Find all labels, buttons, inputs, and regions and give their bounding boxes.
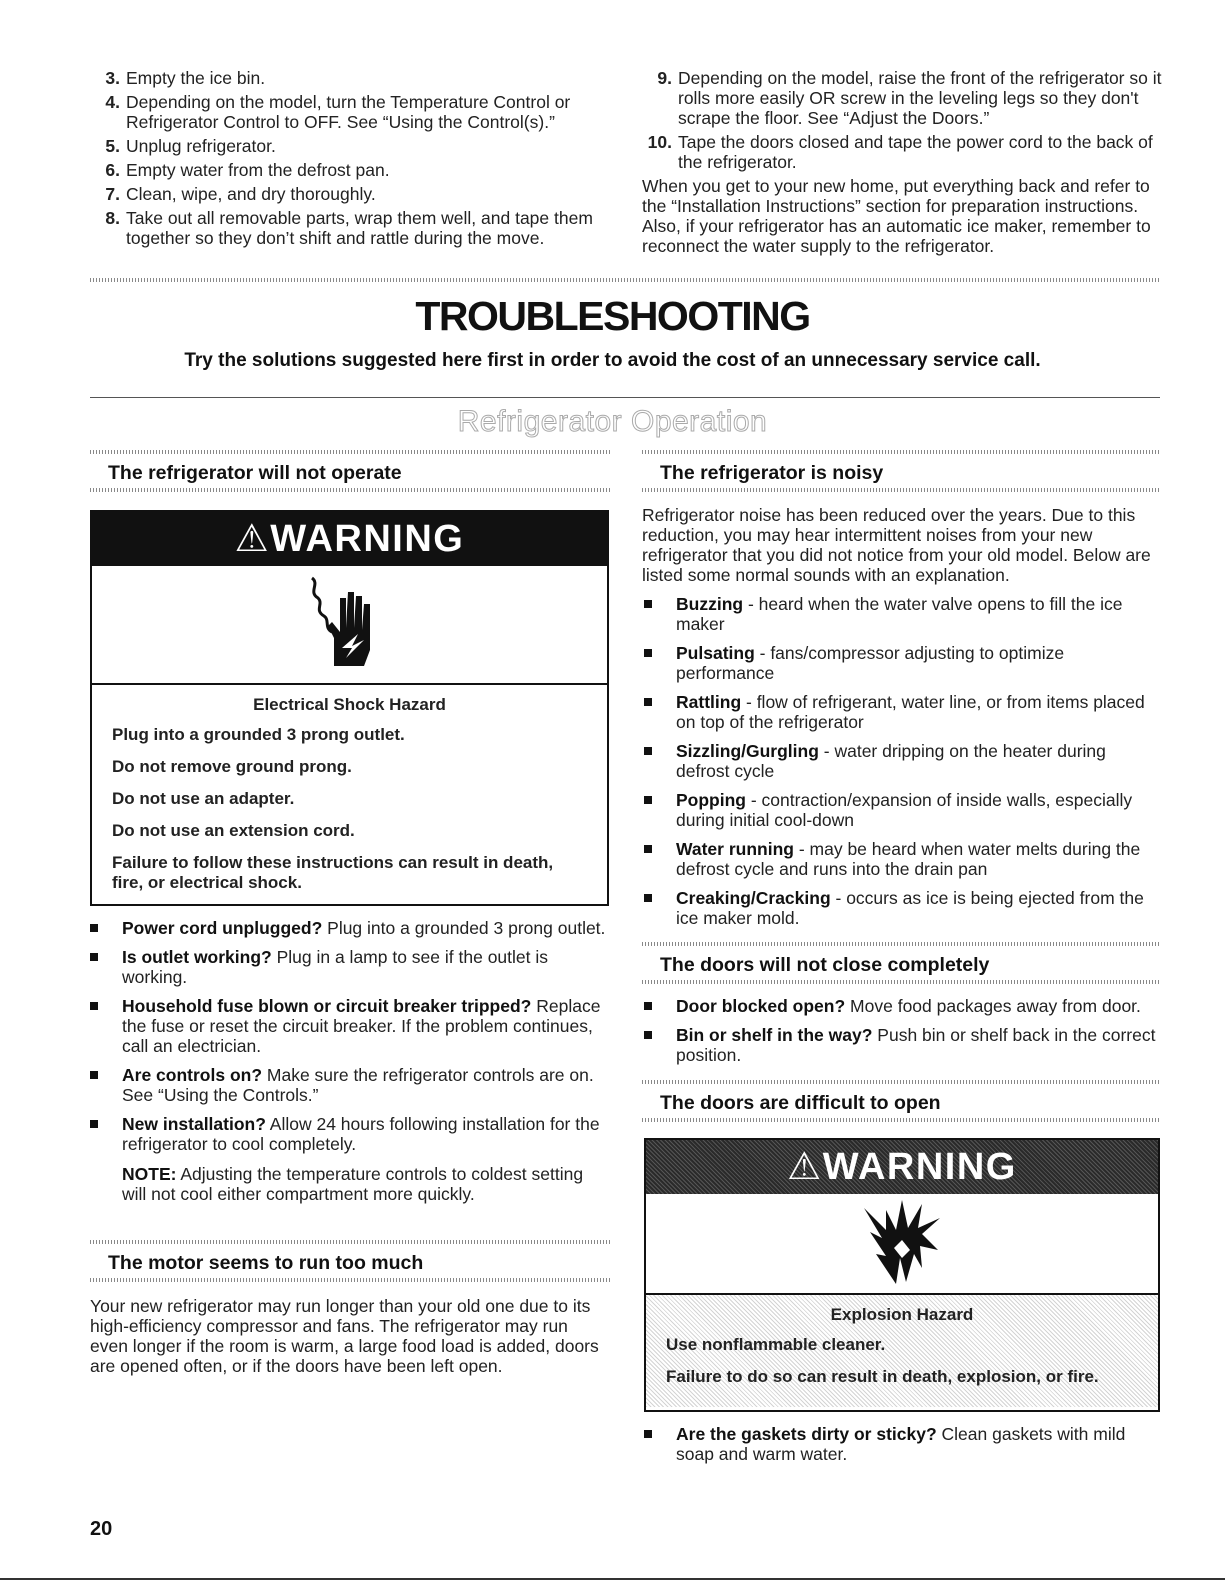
list-item: Popping - contraction/expansion of inside walls, especially during initial cool-down [642,790,1157,830]
electrical-shock-icon [306,574,386,674]
shock-hazard-icon-area [92,566,607,685]
doors-close-list [642,996,1160,1074]
hazard-title: Explosion Hazard [830,1305,974,1324]
divider [90,488,610,492]
prep-step: 4. Depending on the model, turn the Temperature Control or Refrigerator Control to OFF. See “Using the Control(s).” [105,92,571,132]
prep-step: 9. Depending on the model, raise the front of the refrigerator so it rolls more easily OR screw in the leveling legs so they don't scrape the floor. See “Adjust the Doors.” [657,68,1162,128]
heading-doors-close: The doors will not close completely [660,954,990,976]
heading-noisy: The refrigerator is noisy [660,462,884,484]
heading-motor: The motor seems to run too much [108,1252,424,1274]
page-number: 20 [90,1518,113,1540]
warning-line: Failure to follow these instructions can result in death, fire, or electrical shock. [112,853,554,892]
divider [642,1080,1160,1084]
divider [90,397,1160,398]
warning-header: ⚠WARNING [646,1140,1158,1194]
prep-step: 8. Take out all removable parts, wrap them well, and tape them together so they don’t shift and rattle during the move. [105,208,593,248]
motor-paragraph: Your new refrigerator may run longer than your old one due to its high-efficiency compressor and fans. The refrigerator may run even longer if the room is warm, a large food load is added, doors are opened often, or if the doors have been left open. [90,1296,599,1376]
warning-box-electrical [90,510,609,906]
warning-line: Do not use an extension cord. [112,821,355,840]
heading-will-not-operate: The refrigerator will not operate [108,462,402,484]
warning-line: Plug into a grounded 3 prong outlet. [112,725,405,744]
list-item: Household fuse blown or circuit breaker tripped? Replace the fuse or reset the circuit breaker. If the problem continues, call an electrician. [88,996,608,1056]
divider [90,450,610,454]
prep-steps-left [90,68,610,252]
list-item: New installation? Allow 24 hours following installation for the refrigerator to cool completely. NOTE: Adjusting the temperature controls to coldest setting will not cool either compartment more quickly. [88,1114,608,1204]
noisy-section [642,505,1157,937]
divider [90,1240,610,1244]
prep-step: 10. Tape the doors closed and tape the power cord to the back of the refrigerator. [647,132,1153,172]
prep-step: 6. Empty water from the defrost pan. [105,160,390,180]
divider [642,1118,1160,1122]
warning-text [646,1295,1158,1407]
list-item: Rattling - flow of refrigerant, water line, or from items placed on top of the refrigerator [642,692,1157,732]
noisy-intro: Refrigerator noise has been reduced over the years. Due to this reduction, you may hear intermittent noises from your new refrigerator that you did not notice from your old model. Below are listed some normal sounds with an explanation. [642,505,1151,585]
prep-steps-right [642,68,1162,256]
prep-step: 7. Clean, wipe, and dry thoroughly. [105,184,376,204]
divider [90,278,1160,282]
list-item: Are the gaskets dirty or sticky? Clean gaskets with mild soap and warm water. [642,1424,1160,1464]
heading-doors-open: The doors are difficult to open [660,1092,941,1114]
list-item: Power cord unplugged? Plug into a grounded 3 prong outlet. [88,918,608,938]
divider [0,1578,1225,1580]
hazard-title: Electrical Shock Hazard [253,695,446,714]
warning-box-explosion [644,1138,1160,1412]
page-title: TROUBLESHOOTING [415,293,810,339]
note: NOTE: Adjusting the temperature controls to coldest setting will not cool either compartment more quickly. [122,1164,584,1204]
motor-paragraph-block [90,1296,610,1376]
prep-paragraph: When you get to your new home, put everything back and refer to the “Installation Instructions” section for preparation instructions. Also, if your refrigerator has an automatic ice maker, remember to reconnect the water supply to the refrigerator. [642,176,1151,256]
page-subtitle: Try the solutions suggested here first in order to avoid the cost of an unnecessary service call. [184,350,1041,371]
warning-text [92,685,607,913]
warning-line: Do not use an adapter. [112,789,295,808]
list-item: Buzzing - heard when the water valve opens to fill the ice maker [642,594,1157,634]
divider [642,942,1160,946]
prep-step: 5. Unplug refrigerator. [105,136,276,156]
list-item: Water running - may be heard when water melts during the defrost cycle and runs into the drain pan [642,839,1157,879]
not-operate-list [88,918,608,1213]
section-title: Refrigerator Operation [457,405,768,438]
list-item: Is outlet working? Plug in a lamp to see if the outlet is working. [88,947,608,987]
list-item: Door blocked open? Move food packages away from door. [642,996,1160,1016]
divider [90,1278,610,1282]
divider [642,450,1160,454]
prep-step: 3. Empty the ice bin. [105,68,266,88]
warning-header: ⚠WARNING [92,512,607,566]
list-item: Bin or shelf in the way? Push bin or shelf back in the correct position. [642,1025,1160,1065]
divider [642,980,1160,984]
doors-open-list [642,1424,1160,1473]
list-item: Pulsating - fans/compressor adjusting to optimize performance [642,643,1157,683]
explosion-hazard-icon-area [646,1194,1158,1295]
warning-line: Use nonflammable cleaner. [666,1335,886,1354]
list-item: Sizzling/Gurgling - water dripping on the heater during defrost cycle [642,741,1157,781]
divider [642,488,1160,492]
list-item: Creaking/Cracking - occurs as ice is being ejected from the ice maker mold. [642,888,1157,928]
list-item: Are controls on? Make sure the refrigerator controls are on. See “Using the Controls.” [88,1065,608,1105]
warning-line: Do not remove ground prong. [112,757,352,776]
explosion-icon [856,1198,946,1288]
warning-line: Failure to do so can result in death, explosion, or fire. [666,1367,1099,1386]
